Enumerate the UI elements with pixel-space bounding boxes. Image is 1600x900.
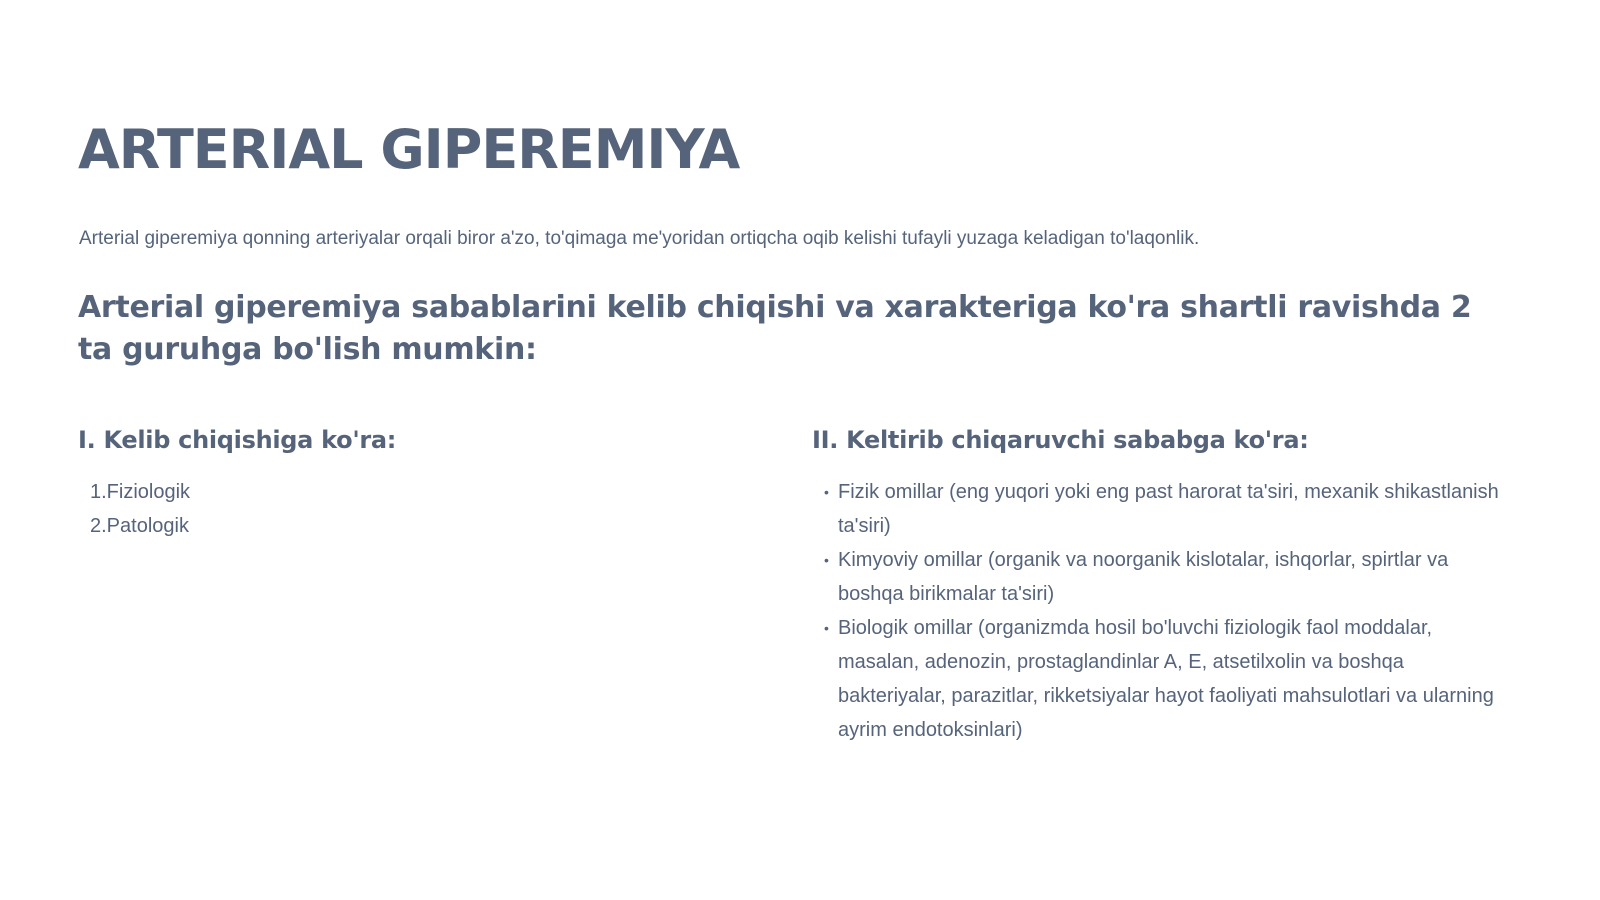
list-item <box>824 611 1504 747</box>
bullet-icon: • <box>824 552 829 568</box>
right-column-heading: II. Keltirib chiqaruvchi sababga ko'ra: <box>812 426 1309 454</box>
slide-title: ARTERIAL GIPEREMIYA <box>78 118 740 181</box>
list-item: 2.Patologik <box>90 515 189 537</box>
list-item <box>824 475 1504 543</box>
list-item-text: Fizik omillar (eng yuqori yoki eng past harorat ta'siri, mexanik shikastlanish ta'siri) <box>838 481 1499 537</box>
left-column <box>78 421 738 537</box>
list-item <box>824 543 1504 611</box>
list-item: 1.Fiziologik <box>90 481 191 503</box>
list-item-text: Kimyoviy omillar (organik va noorganik kislotalar, ishqorlar, spirtlar va boshqa birikmalar ta'siri) <box>838 549 1449 605</box>
right-column <box>812 421 1502 741</box>
left-column-heading: I. Kelib chiqishiga ko'ra: <box>78 426 397 454</box>
intro-paragraph: Arterial giperemiya qonning arteriyalar orqali biror a'zo, to'qimaga me'yoridan ortiqcha oqib kelishi tufayli yuzaga keladigan to'laqonlik. <box>79 228 1200 249</box>
cause-list <box>824 475 1504 747</box>
bullet-icon: • <box>824 620 829 636</box>
section-subheading: Arterial giperemiya sabablarini kelib chiqishi va xarakteriga ko'ra shartli ravishda 2 ta guruhga bo'lish mumkin: <box>78 290 1472 367</box>
list-item-text: Biologik omillar (organizmda hosil bo'luvchi fiziologik faol moddalar, masalan, adenozin, prostaglandinlar A, E, atsetilxolin va boshqa bakteriyalar, parazitlar, rikketsiyalar hayot faoliyati mahsulotlari va ularning ayrim endotoksinlari) <box>838 617 1494 741</box>
bullet-icon: • <box>824 484 829 500</box>
origin-list <box>90 475 190 543</box>
